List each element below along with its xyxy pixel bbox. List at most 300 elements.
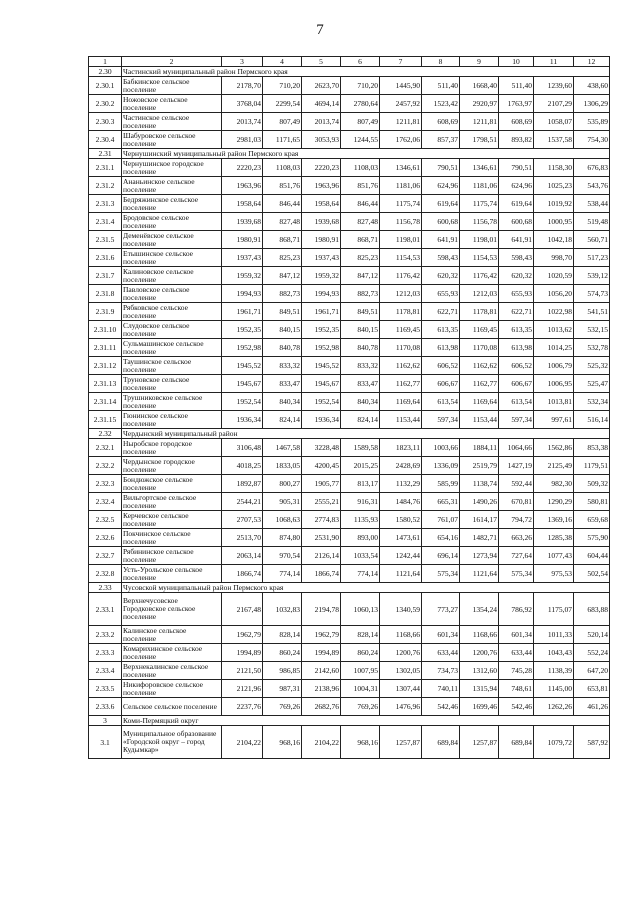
row-code: 2.33.5 <box>89 680 122 698</box>
value-cell: 882,73 <box>263 285 302 303</box>
settlement-name: Сельское сельское поселение <box>122 698 222 716</box>
value-cell: 622,71 <box>422 303 460 321</box>
value-cell: 1866,74 <box>222 565 263 583</box>
value-cell: 1162,62 <box>380 357 422 375</box>
row-code: 2.31.15 <box>89 411 122 429</box>
column-number: 11 <box>534 57 574 67</box>
table-row <box>89 565 610 583</box>
value-cell: 1257,87 <box>380 726 422 759</box>
value-cell: 807,49 <box>341 113 380 131</box>
value-cell: 1162,62 <box>460 357 499 375</box>
settlement-name: Верхнекалинское сельское поселение <box>122 662 222 680</box>
value-cell: 1176,42 <box>460 267 499 285</box>
value-cell: 860,24 <box>263 644 302 662</box>
table-row <box>89 393 610 411</box>
value-cell: 601,34 <box>499 626 534 644</box>
value-cell: 1175,74 <box>380 195 422 213</box>
value-cell: 2178,70 <box>222 77 263 95</box>
table-row <box>89 195 610 213</box>
value-cell: 847,12 <box>341 267 380 285</box>
table-row <box>89 285 610 303</box>
value-cell: 659,68 <box>574 511 610 529</box>
value-cell: 600,68 <box>499 213 534 231</box>
value-cell: 987,31 <box>263 680 302 698</box>
value-cell: 511,40 <box>422 77 460 95</box>
value-cell: 857,37 <box>422 131 460 149</box>
value-cell: 1523,42 <box>422 95 460 113</box>
value-cell: 1369,16 <box>534 511 574 529</box>
value-cell: 1962,79 <box>222 626 263 644</box>
table-row <box>89 159 610 177</box>
value-cell: 2774,83 <box>302 511 341 529</box>
value-cell: 2194,78 <box>302 593 341 626</box>
value-cell: 1945,67 <box>222 375 263 393</box>
value-cell: 986,85 <box>263 662 302 680</box>
value-cell: 2220,23 <box>222 159 263 177</box>
settlement-name: Ананьинское сельское поселение <box>122 177 222 195</box>
value-cell: 1022,98 <box>534 303 574 321</box>
settlement-name: Гюнинское сельское поселение <box>122 411 222 429</box>
table-row <box>89 493 610 511</box>
table-row <box>89 457 610 475</box>
value-cell: 4694,14 <box>302 95 341 113</box>
settlement-name: Бондюжское сельское поселение <box>122 475 222 493</box>
value-cell: 833,47 <box>263 375 302 393</box>
section-row <box>89 716 610 726</box>
value-cell: 1290,29 <box>534 493 574 511</box>
value-cell: 1239,60 <box>534 77 574 95</box>
settlement-name: Слудовское сельское поселение <box>122 321 222 339</box>
value-cell: 1959,32 <box>222 267 263 285</box>
value-cell: 1211,81 <box>380 113 422 131</box>
value-cell: 851,76 <box>341 177 380 195</box>
value-cell: 1562,86 <box>534 439 574 457</box>
table-row <box>89 231 610 249</box>
value-cell: 608,69 <box>499 113 534 131</box>
settlement-name: Вильгортское сельское поселение <box>122 493 222 511</box>
column-number: 4 <box>263 57 302 67</box>
value-cell: 1427,19 <box>499 457 534 475</box>
column-number: 12 <box>574 57 610 67</box>
value-cell: 1952,54 <box>302 393 341 411</box>
value-cell: 710,20 <box>263 77 302 95</box>
settlement-name: Павловское сельское поселение <box>122 285 222 303</box>
value-cell: 1181,06 <box>380 177 422 195</box>
value-cell: 2428,69 <box>380 457 422 475</box>
row-code: 2.31.10 <box>89 321 122 339</box>
column-number: 5 <box>302 57 341 67</box>
table-row <box>89 411 610 429</box>
value-cell: 846,44 <box>263 195 302 213</box>
value-cell: 665,31 <box>422 493 460 511</box>
settlement-name: Труновское сельское поселение <box>122 375 222 393</box>
value-cell: 1175,07 <box>534 593 574 626</box>
value-cell: 1178,81 <box>460 303 499 321</box>
value-cell: 543,76 <box>574 177 610 195</box>
value-cell: 1961,71 <box>222 303 263 321</box>
value-cell: 774,14 <box>263 565 302 583</box>
value-cell: 840,78 <box>263 339 302 357</box>
value-cell: 807,49 <box>263 113 302 131</box>
settlement-name: Ныробское городское поселение <box>122 439 222 457</box>
value-cell: 827,48 <box>341 213 380 231</box>
row-code: 2.30.3 <box>89 113 122 131</box>
value-cell: 585,99 <box>422 475 460 493</box>
value-cell: 1833,05 <box>263 457 302 475</box>
value-cell: 624,96 <box>499 177 534 195</box>
value-cell: 516,14 <box>574 411 610 429</box>
value-cell: 824,14 <box>263 411 302 429</box>
value-cell: 620,32 <box>499 267 534 285</box>
column-number: 3 <box>222 57 263 67</box>
value-cell: 840,15 <box>341 321 380 339</box>
table-row <box>89 357 610 375</box>
value-cell: 754,30 <box>574 131 610 149</box>
value-cell: 641,91 <box>499 231 534 249</box>
value-cell: 2544,21 <box>222 493 263 511</box>
row-code: 2.30.2 <box>89 95 122 113</box>
value-cell: 1162,77 <box>460 375 499 393</box>
value-cell: 1306,29 <box>574 95 610 113</box>
value-cell: 1302,05 <box>380 662 422 680</box>
value-cell: 575,34 <box>499 565 534 583</box>
row-code: 2.33.1 <box>89 593 122 626</box>
value-cell: 1169,64 <box>460 393 499 411</box>
value-cell: 1980,91 <box>302 231 341 249</box>
value-cell: 1952,54 <box>222 393 263 411</box>
value-cell: 1340,59 <box>380 593 422 626</box>
value-cell: 2121,96 <box>222 680 263 698</box>
value-cell: 860,24 <box>341 644 380 662</box>
value-cell: 1905,77 <box>302 475 341 493</box>
table-row <box>89 626 610 644</box>
value-cell: 1168,66 <box>380 626 422 644</box>
value-cell: 1032,83 <box>263 593 302 626</box>
value-cell: 613,98 <box>499 339 534 357</box>
row-code: 2.31.2 <box>89 177 122 195</box>
row-code: 2.31.11 <box>89 339 122 357</box>
value-cell: 597,34 <box>499 411 534 429</box>
value-cell: 4018,25 <box>222 457 263 475</box>
value-cell: 517,23 <box>574 249 610 267</box>
value-cell: 2015,25 <box>341 457 380 475</box>
value-cell: 1490,26 <box>460 493 499 511</box>
value-cell: 525,32 <box>574 357 610 375</box>
value-cell: 745,28 <box>499 662 534 680</box>
value-cell: 833,47 <box>341 375 380 393</box>
value-cell: 840,78 <box>341 339 380 357</box>
value-cell: 1952,35 <box>302 321 341 339</box>
value-cell: 1473,61 <box>380 529 422 547</box>
table-row <box>89 321 610 339</box>
value-cell: 2920,97 <box>460 95 499 113</box>
value-cell: 1963,96 <box>222 177 263 195</box>
value-cell: 1285,38 <box>534 529 574 547</box>
value-cell: 2167,48 <box>222 593 263 626</box>
value-cell: 970,54 <box>263 547 302 565</box>
value-cell: 1484,76 <box>380 493 422 511</box>
value-cell: 2107,29 <box>534 95 574 113</box>
column-number: 1 <box>89 57 122 67</box>
settlement-name: Муниципальное образование «Городской округ – город Кудымкар» <box>122 726 222 759</box>
value-cell: 1000,95 <box>534 213 574 231</box>
value-cell: 653,81 <box>574 680 610 698</box>
value-cell: 1699,46 <box>460 698 499 716</box>
value-cell: 868,71 <box>263 231 302 249</box>
value-cell: 509,32 <box>574 475 610 493</box>
value-cell: 1198,01 <box>460 231 499 249</box>
value-cell: 1589,58 <box>341 439 380 457</box>
value-cell: 538,44 <box>574 195 610 213</box>
value-cell: 580,81 <box>574 493 610 511</box>
value-cell: 1007,95 <box>341 662 380 680</box>
table-row <box>89 439 610 457</box>
value-cell: 1212,03 <box>460 285 499 303</box>
value-cell: 604,44 <box>574 547 610 565</box>
row-code: 2.31.1 <box>89 159 122 177</box>
section-title: Чердынский муниципальный район <box>122 429 610 439</box>
value-cell: 654,16 <box>422 529 460 547</box>
section-row <box>89 429 610 439</box>
value-cell: 608,69 <box>422 113 460 131</box>
value-cell: 676,83 <box>574 159 610 177</box>
value-cell: 519,48 <box>574 213 610 231</box>
value-cell: 1154,53 <box>380 249 422 267</box>
value-cell: 1171,65 <box>263 131 302 149</box>
value-cell: 1994,93 <box>222 285 263 303</box>
value-cell: 1153,44 <box>460 411 499 429</box>
value-cell: 2104,22 <box>222 726 263 759</box>
value-cell: 1936,34 <box>302 411 341 429</box>
row-code: 2.31.13 <box>89 375 122 393</box>
value-cell: 2623,70 <box>302 77 341 95</box>
settlement-name: Керчевское сельское поселение <box>122 511 222 529</box>
value-cell: 647,20 <box>574 662 610 680</box>
value-cell: 1198,01 <box>380 231 422 249</box>
value-cell: 633,44 <box>422 644 460 662</box>
table-row <box>89 213 610 231</box>
value-cell: 606,52 <box>499 357 534 375</box>
settlement-name: Деменёвское сельское поселение <box>122 231 222 249</box>
column-number: 2 <box>122 57 222 67</box>
table-row <box>89 303 610 321</box>
value-cell: 1884,11 <box>460 439 499 457</box>
table-body <box>89 57 610 759</box>
row-code: 2.32 <box>89 429 122 439</box>
value-cell: 1823,11 <box>380 439 422 457</box>
value-cell: 1937,43 <box>222 249 263 267</box>
value-cell: 828,14 <box>341 626 380 644</box>
value-cell: 1176,42 <box>380 267 422 285</box>
table-row <box>89 339 610 357</box>
column-number: 10 <box>499 57 534 67</box>
section-title: Коми-Пермяцкий округ <box>122 716 610 726</box>
value-cell: 846,44 <box>341 195 380 213</box>
value-cell: 1156,78 <box>460 213 499 231</box>
value-cell: 1994,93 <box>302 285 341 303</box>
value-cell: 827,48 <box>263 213 302 231</box>
value-cell: 1994,89 <box>222 644 263 662</box>
row-code: 2.31.14 <box>89 393 122 411</box>
value-cell: 1945,52 <box>302 357 341 375</box>
settlement-name: Сульмашинское сельское поселение <box>122 339 222 357</box>
value-cell: 606,67 <box>499 375 534 393</box>
value-cell: 1482,71 <box>460 529 499 547</box>
row-code: 2.33 <box>89 583 122 593</box>
row-code: 2.31.8 <box>89 285 122 303</box>
value-cell: 574,73 <box>574 285 610 303</box>
value-cell: 2220,23 <box>302 159 341 177</box>
page-number: 7 <box>316 22 324 38</box>
value-cell: 998,70 <box>534 249 574 267</box>
value-cell: 824,14 <box>341 411 380 429</box>
value-cell: 606,67 <box>422 375 460 393</box>
settlement-name: Ножовское сельское поселение <box>122 95 222 113</box>
row-code: 2.31.12 <box>89 357 122 375</box>
value-cell: 1994,89 <box>302 644 341 662</box>
value-cell: 641,91 <box>422 231 460 249</box>
value-cell: 541,51 <box>574 303 610 321</box>
value-cell: 1043,43 <box>534 644 574 662</box>
value-cell: 761,07 <box>422 511 460 529</box>
row-code: 2.32.8 <box>89 565 122 583</box>
value-cell: 613,54 <box>422 393 460 411</box>
value-cell: 1273,94 <box>460 547 499 565</box>
row-code: 2.30.4 <box>89 131 122 149</box>
value-cell: 1200,76 <box>460 644 499 662</box>
value-cell: 1014,25 <box>534 339 574 357</box>
value-cell: 1257,87 <box>460 726 499 759</box>
value-cell: 882,73 <box>341 285 380 303</box>
row-code: 2.33.4 <box>89 662 122 680</box>
section-row <box>89 149 610 159</box>
value-cell: 600,68 <box>422 213 460 231</box>
value-cell: 3228,48 <box>302 439 341 457</box>
value-cell: 916,31 <box>341 493 380 511</box>
value-cell: 1156,78 <box>380 213 422 231</box>
settlement-name: Верхнечусовское Городковское сельское поселение <box>122 593 222 626</box>
value-cell: 1963,96 <box>302 177 341 195</box>
value-cell: 587,92 <box>574 726 610 759</box>
value-cell: 1211,81 <box>460 113 499 131</box>
value-cell: 893,82 <box>499 131 534 149</box>
value-cell: 532,15 <box>574 321 610 339</box>
value-cell: 868,71 <box>341 231 380 249</box>
row-code: 2.31.5 <box>89 231 122 249</box>
value-cell: 1958,64 <box>222 195 263 213</box>
settlement-name: Рябковское сельское поселение <box>122 303 222 321</box>
section-title: Чусовской муниципальный район Пермского края <box>122 583 610 593</box>
value-cell: 1980,91 <box>222 231 263 249</box>
row-code: 2.33.6 <box>89 698 122 716</box>
table-row <box>89 529 610 547</box>
table-row <box>89 511 610 529</box>
value-cell: 622,71 <box>499 303 534 321</box>
value-cell: 2531,90 <box>302 529 341 547</box>
settlement-name: Бабкинское сельское поселение <box>122 77 222 95</box>
row-code: 2.30 <box>89 67 122 77</box>
value-cell: 502,54 <box>574 565 610 583</box>
value-cell: 773,27 <box>422 593 460 626</box>
value-cell: 968,16 <box>263 726 302 759</box>
value-cell: 1242,44 <box>380 547 422 565</box>
value-cell: 975,53 <box>534 565 574 583</box>
value-cell: 1011,33 <box>534 626 574 644</box>
column-number: 9 <box>460 57 499 67</box>
value-cell: 1952,98 <box>222 339 263 357</box>
value-cell: 1170,08 <box>380 339 422 357</box>
section-row <box>89 67 610 77</box>
value-cell: 2237,76 <box>222 698 263 716</box>
value-cell: 598,43 <box>422 249 460 267</box>
value-cell: 2013,74 <box>222 113 263 131</box>
value-cell: 893,00 <box>341 529 380 547</box>
row-code: 2.31.6 <box>89 249 122 267</box>
value-cell: 1033,54 <box>341 547 380 565</box>
table-row <box>89 267 610 285</box>
value-cell: 2299,54 <box>263 95 302 113</box>
value-cell: 2138,96 <box>302 680 341 698</box>
row-code: 2.32.3 <box>89 475 122 493</box>
value-cell: 1158,30 <box>534 159 574 177</box>
value-cell: 689,84 <box>499 726 534 759</box>
value-cell: 2063,14 <box>222 547 263 565</box>
value-cell: 511,40 <box>499 77 534 95</box>
value-cell: 1336,09 <box>422 457 460 475</box>
value-cell: 663,26 <box>499 529 534 547</box>
value-cell: 1153,44 <box>380 411 422 429</box>
value-cell: 794,72 <box>499 511 534 529</box>
value-cell: 833,32 <box>341 357 380 375</box>
settlement-name: Бедряжинское сельское поселение <box>122 195 222 213</box>
value-cell: 874,80 <box>263 529 302 547</box>
value-cell: 1178,81 <box>380 303 422 321</box>
value-cell: 1060,13 <box>341 593 380 626</box>
value-cell: 1762,06 <box>380 131 422 149</box>
value-cell: 853,38 <box>574 439 610 457</box>
settlement-name: Рябининское сельское поселение <box>122 547 222 565</box>
section-row <box>89 583 610 593</box>
value-cell: 4200,45 <box>302 457 341 475</box>
value-cell: 1939,68 <box>222 213 263 231</box>
settlement-name: Бродовское сельское поселение <box>122 213 222 231</box>
value-cell: 2780,64 <box>341 95 380 113</box>
value-cell: 2519,79 <box>460 457 499 475</box>
value-cell: 1952,35 <box>222 321 263 339</box>
value-cell: 592,44 <box>499 475 534 493</box>
value-cell: 813,17 <box>341 475 380 493</box>
tariff-table <box>88 56 610 759</box>
value-cell: 790,51 <box>499 159 534 177</box>
row-code: 3.1 <box>89 726 122 759</box>
value-cell: 613,98 <box>422 339 460 357</box>
value-cell: 1145,00 <box>534 680 574 698</box>
value-cell: 1866,74 <box>302 565 341 583</box>
value-cell: 1108,03 <box>341 159 380 177</box>
value-cell: 1668,40 <box>460 77 499 95</box>
value-cell: 905,31 <box>263 493 302 511</box>
value-cell: 2981,03 <box>222 131 263 149</box>
value-cell: 1056,20 <box>534 285 574 303</box>
value-cell: 1138,74 <box>460 475 499 493</box>
value-cell: 1168,66 <box>460 626 499 644</box>
row-code: 2.31.4 <box>89 213 122 231</box>
row-code: 2.32.7 <box>89 547 122 565</box>
table-row <box>89 547 610 565</box>
value-cell: 1169,64 <box>380 393 422 411</box>
value-cell: 532,78 <box>574 339 610 357</box>
value-cell: 633,44 <box>499 644 534 662</box>
